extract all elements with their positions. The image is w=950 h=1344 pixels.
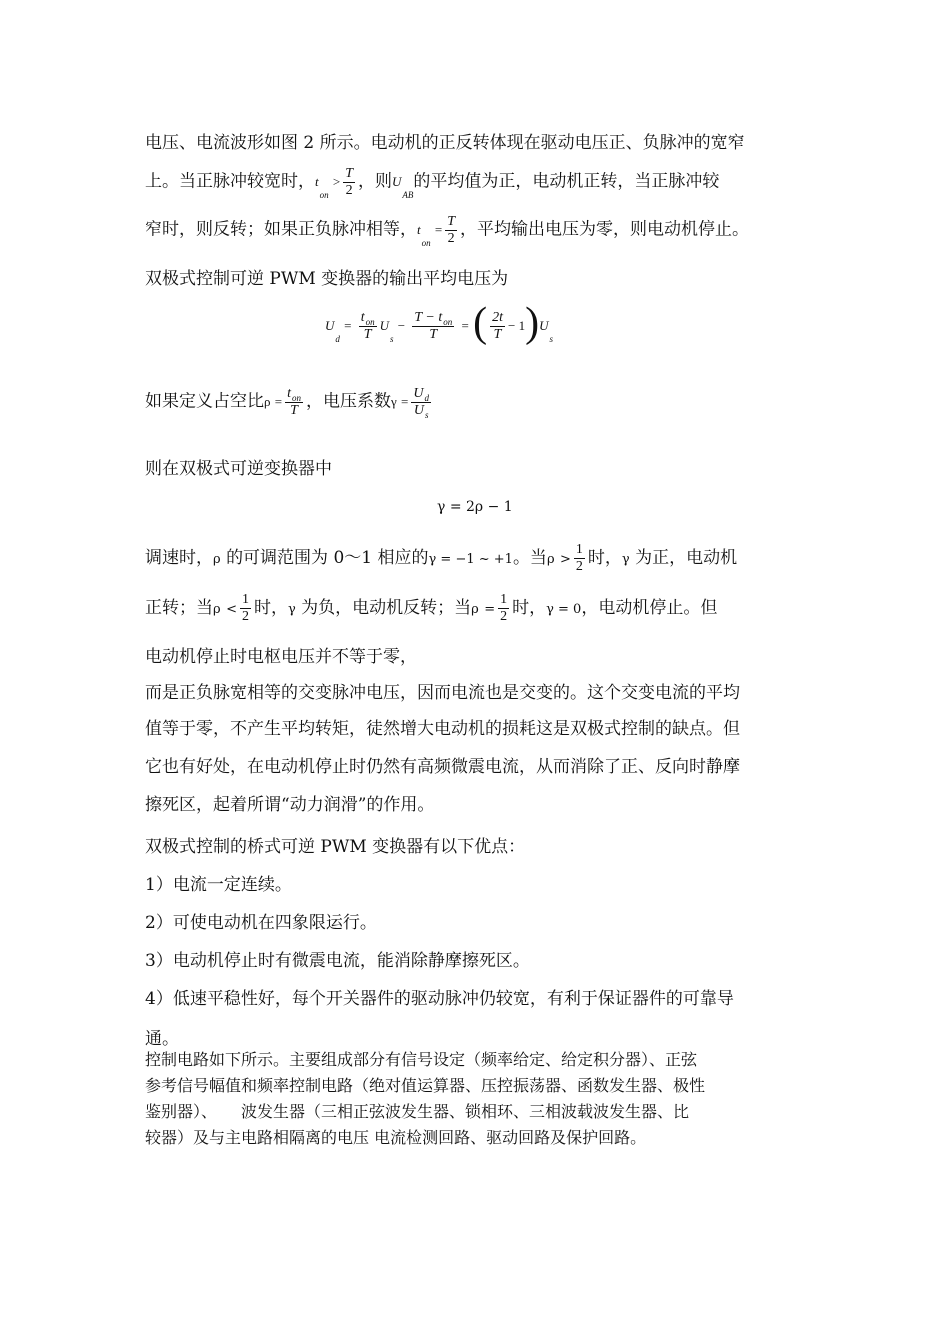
p3-line <box>145 386 434 419</box>
rho-definition: ρ = $\frac{t_{on}}{T}$ <box>264 386 301 418</box>
p1-line2-text-a: 上。当正脉冲较宽时， <box>145 171 315 192</box>
p9-line3: 鉴别器）、 波发生器（三相正弦波发生器、锁相环、三相波载波发生器、比 <box>145 1102 690 1121</box>
p6-line: 电动机停止时电枢电压并不等于零， <box>145 647 417 667</box>
gamma-definition: γ = $\frac{U_d}{U_s}$ <box>390 386 429 420</box>
t-on-gt-T-half: $t_{on}$ > $\frac{T}{2}$ <box>315 166 354 201</box>
list-item-4: 4）低速平稳性好，每个开关器件的驱动脉冲仍较宽，有利于保证器件的可靠导 <box>145 989 734 1009</box>
p7-line4: 擦死区，起着所谓“动力润滑”的作用。 <box>145 795 435 815</box>
p7-line2: 值等于零，不产生平均转矩，徒然增大电动机的损耗这是双极式控制的缺点。但 <box>145 719 740 739</box>
p1-line1: 电压、电流波形如图 2 所示。电动机的正反转体现在驱动电压正、负脉冲的宽窄 <box>145 133 745 153</box>
p1-line2-text-c: 的平均值为正，电动机正转，当正脉冲较 <box>413 171 720 192</box>
t-on-eq-T-half: $t_{on}$ = $\frac{T}{2}$ <box>417 214 456 249</box>
p5-line1: 调速时，ρ 的可调范围为 0～1 相应的γ = −1 ~ +1。当ρ > $\frac{1}{2}$ 时，γ 为正，电动机 <box>145 542 738 574</box>
p4-line: 则在双极式可逆变换器中 <box>145 459 332 479</box>
equation-Ud: $U_d$ = $\frac{t_{on}}{T}$ $U_s$ − $\frac{T - t_{on}}{T}$ = ( $\frac{2t}{T}$ − $1)U_s$ <box>325 300 553 346</box>
p7-line3: 它也有好处，在电动机停止时仍然有高频微震电流，从而消除了正、反向时静摩 <box>145 757 740 777</box>
p9-line2: 参考信号幅值和频率控制电路（绝对值运算器、压控振荡器、函数发生器、极性 <box>145 1076 706 1095</box>
p1-line3-text-a: 窄时，则反转；如果正负脉冲相等， <box>145 219 417 240</box>
list-item-1: 1）电流一定连续。 <box>145 875 292 895</box>
p9-line4: 较器）及与主电路相隔离的电压 电流检测回路、驱动回路及保护回路。 <box>145 1128 647 1147</box>
p1-line3-text-b: ，平均输出电压为零，则电动机停止。 <box>460 219 750 240</box>
p3-text-a: 如果定义占空比 <box>145 391 264 412</box>
equation-gamma: γ = 2ρ − 1 <box>437 499 513 515</box>
p1-line2-text-b: ，则 <box>358 171 393 192</box>
p1-line2 <box>145 166 719 199</box>
list-item-2: 2）可使电动机在四象限运行。 <box>145 913 377 933</box>
list-item-3: 3）电动机停止时有微震电流，能消除静摩擦死区。 <box>145 951 530 971</box>
p8-line: 双极式控制的桥式可逆 PWM 变换器有以下优点： <box>145 837 526 857</box>
list-item-4-cont: 通。 <box>145 1029 179 1049</box>
p2-line: 双极式控制可逆 PWM 变换器的输出平均电压为 <box>145 269 509 289</box>
p9-line1: 控制电路如下所示。主要组成部分有信号设定（频率给定、给定积分器）、正弦 <box>145 1050 698 1069</box>
U-AB: $U_{AB}$ <box>392 174 414 201</box>
p5-line2: 正转；当ρ < $\frac{1}{2}$ 时，γ 为负，电动机反转；当ρ = $\frac{1}{2}$ 时，γ = 0，电动机停止。但 <box>145 592 718 624</box>
p3-text-b: ，电压系数 <box>305 391 391 412</box>
p1-line3 <box>145 214 749 247</box>
p7-line1: 而是正负脉宽相等的交变脉冲电压，因而电流也是交变的。这个交变电流的平均 <box>145 683 740 703</box>
